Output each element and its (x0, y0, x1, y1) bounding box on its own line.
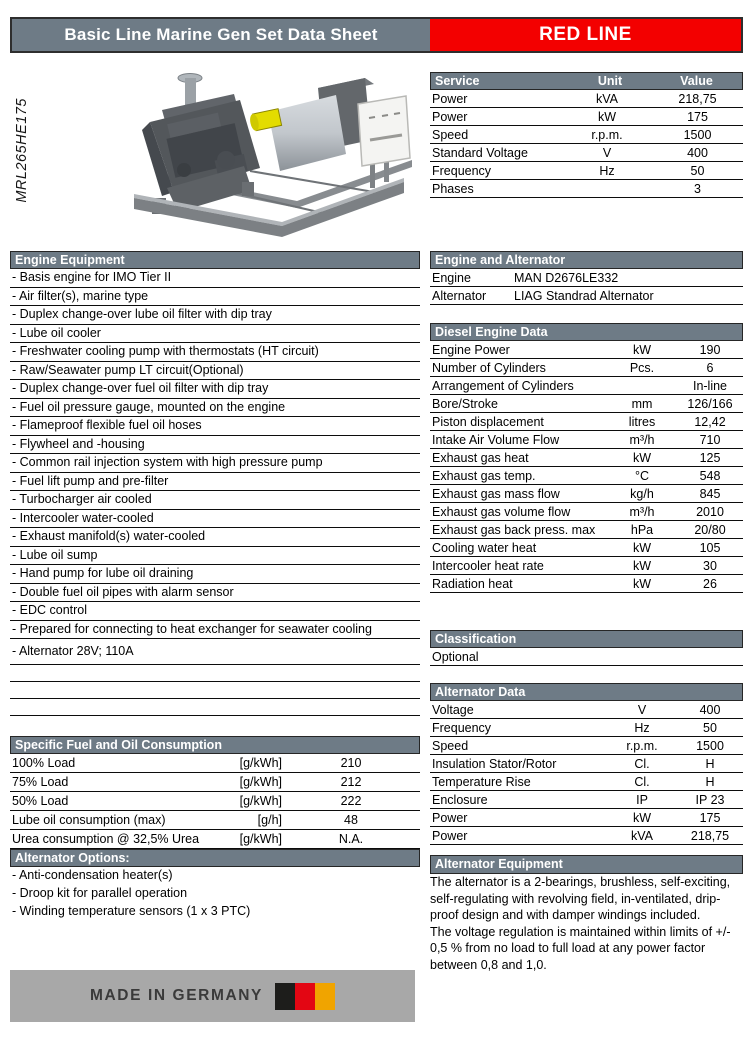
left-column (10, 53, 420, 1022)
table-row (430, 755, 743, 773)
row-label: 75% Load (12, 775, 69, 789)
row-value: 6 (706, 360, 714, 375)
equipment-item: - Lube oil cooler (10, 325, 420, 344)
section-title: Engine Equipment (15, 253, 125, 267)
row-unit: kW (632, 342, 652, 357)
row-unit: Hz (634, 720, 650, 735)
equipment-item: - Intercooler water-cooled (10, 510, 420, 529)
row-unit: kW (597, 109, 617, 124)
col-header-unit: Unit (597, 74, 623, 88)
fuel-consumption-table (10, 754, 420, 849)
row-label: Speed (432, 127, 469, 142)
row-value: IP 23 (695, 792, 725, 807)
made-in-germany-label: MADE IN GERMANY (90, 987, 263, 1004)
service-table (430, 90, 743, 198)
row-value: In-line (692, 378, 728, 393)
col-header-service: Service (435, 74, 480, 88)
equipment-item: - Flywheel and -housing (10, 436, 420, 455)
product-image-area (10, 70, 420, 251)
row-label: Engine (432, 270, 471, 285)
row-value: 3 (694, 181, 701, 196)
alternator-options-header (10, 849, 420, 867)
equipment-item: - Basis engine for IMO Tier II (10, 269, 420, 288)
empty-row (10, 682, 420, 699)
alternator-data-table (430, 701, 743, 845)
row-label: Number of Cylinders (432, 360, 546, 375)
diesel-engine-data-table (430, 341, 743, 593)
row-value: 26 (703, 576, 717, 591)
row-label: Exhaust gas back press. max (432, 522, 596, 537)
page-title: Basic Line Marine Gen Set Data Sheet (12, 19, 430, 51)
row-value: 190 (699, 342, 721, 357)
row-unit: [g/h] (257, 813, 282, 827)
row-label: Power (432, 109, 468, 124)
table-row (430, 377, 743, 395)
table-row (430, 359, 743, 377)
classification-header (430, 630, 743, 648)
row-value: 212 (340, 775, 362, 789)
row-label: Exhaust gas temp. (432, 468, 536, 483)
table-row (430, 485, 743, 503)
section-title: Classification (435, 632, 517, 646)
row-unit: Cl. (634, 774, 650, 789)
row-value: 400 (687, 145, 708, 160)
equipment-item: - Freshwater cooling pump with thermostats (HT circuit) (10, 343, 420, 362)
row-label: Alternator (432, 288, 487, 303)
table-row (430, 557, 743, 575)
row-unit: m³/h (629, 432, 655, 447)
row-value: H (705, 774, 715, 789)
equipment-item: - Duplex change-over fuel oil filter with dip tray (10, 380, 420, 399)
table-row (10, 830, 420, 849)
table-row (10, 811, 420, 830)
row-label: Cooling water heat (432, 540, 537, 555)
row-value: 20/80 (694, 522, 726, 537)
row-label: Exhaust gas mass flow (432, 486, 560, 501)
equipment-item: - Air filter(s), marine type (10, 288, 420, 307)
row-value: 175 (699, 810, 721, 825)
table-row (430, 431, 743, 449)
alternator-equipment-text (430, 874, 743, 973)
table-row (430, 144, 743, 162)
table-row (430, 503, 743, 521)
row-label: Radiation heat (432, 576, 513, 591)
section-title: Alternator Equipment (435, 857, 563, 871)
row-unit: kW (632, 558, 652, 573)
option-item: - Droop kit for parallel operation (12, 886, 188, 900)
row-unit: V (602, 145, 612, 160)
service-table-header (430, 72, 743, 90)
section-title: Engine and Alternator (435, 253, 566, 267)
model-code-vertical: MRL265HE175 (14, 98, 30, 203)
table-row (430, 575, 743, 593)
row-label: Speed (432, 738, 469, 753)
equipment-item: - Exhaust manifold(s) water-cooled (10, 528, 420, 547)
row-label: Arrangement of Cylinders (432, 378, 574, 393)
row-label: Engine Power (432, 342, 510, 357)
table-row (430, 90, 743, 108)
classification-row (430, 648, 743, 666)
row-label: Frequency (432, 720, 492, 735)
row-value: H (705, 756, 715, 771)
row-unit: Cl. (634, 756, 650, 771)
row-label: 100% Load (12, 756, 76, 770)
row-unit: kVA (631, 828, 653, 843)
row-label: Urea consumption @ 32,5% Urea (12, 832, 200, 846)
table-row (430, 413, 743, 431)
row-unit: Hz (599, 163, 615, 178)
table-row (430, 180, 743, 198)
row-value: 845 (699, 486, 721, 501)
alternator-equipment-header (430, 855, 743, 874)
row-value: 12,42 (694, 414, 726, 429)
row-unit: kW (632, 540, 652, 555)
table-row (430, 126, 743, 144)
section-title: Alternator Options: (15, 851, 130, 865)
equipment-item-alternator: - Alternator 28V; 110A (10, 639, 420, 665)
table-row (430, 791, 743, 809)
table-row (10, 754, 420, 773)
row-value: 218,75 (678, 91, 717, 106)
row-label: Power (432, 91, 468, 106)
table-row (430, 521, 743, 539)
equipment-item: - Hand pump for lube oil draining (10, 565, 420, 584)
row-label: Power (432, 810, 468, 825)
row-unit: V (637, 702, 647, 717)
row-unit: r.p.m. (591, 127, 623, 142)
table-row (430, 809, 743, 827)
row-label: Intake Air Volume Flow (432, 432, 560, 447)
row-value: 105 (699, 540, 721, 555)
table-row (430, 341, 743, 359)
fuel-consumption-header (10, 736, 420, 754)
row-unit: kW (632, 576, 652, 591)
row-label: Piston displacement (432, 414, 544, 429)
equipment-item: - Lube oil sump (10, 547, 420, 566)
row-label: Intercooler heat rate (432, 558, 544, 573)
title-bar (10, 17, 743, 53)
row-label: Bore/Stroke (432, 396, 499, 411)
row-unit: Pcs. (629, 360, 655, 375)
table-row (10, 773, 420, 792)
row-label: Enclosure (432, 792, 488, 807)
row-label: Voltage (432, 702, 474, 717)
table-row (430, 827, 743, 845)
section-title: Specific Fuel and Oil Consumption (15, 738, 222, 752)
row-value: 30 (703, 558, 717, 573)
row-value: 126/166 (687, 396, 733, 411)
row-unit: [g/kWh] (239, 775, 282, 789)
table-row (430, 773, 743, 791)
row-unit: r.p.m. (626, 738, 658, 753)
row-unit: kVA (596, 91, 618, 106)
row-unit: IP (636, 792, 648, 807)
row-label: Insulation Stator/Rotor (432, 756, 557, 771)
row-unit: [g/kWh] (239, 832, 282, 846)
equipment-item: - Fuel lift pump and pre-filter (10, 473, 420, 492)
row-value: 125 (699, 450, 721, 465)
table-row (430, 467, 743, 485)
engine-alternator-table (430, 269, 743, 305)
table-row (430, 269, 743, 287)
genset-illustration (122, 70, 422, 250)
row-label: Frequency (432, 163, 492, 178)
table-row (430, 719, 743, 737)
row-unit: [g/kWh] (239, 756, 282, 770)
row-value: 48 (344, 813, 358, 827)
row-value: 1500 (683, 127, 712, 142)
row-label: Phases (432, 181, 474, 196)
table-row (430, 108, 743, 126)
row-label: Temperature Rise (432, 774, 531, 789)
alternator-data-header (430, 683, 743, 701)
germany-flag-icon (275, 983, 335, 1010)
row-value: 218,75 (690, 828, 730, 843)
table-row (430, 701, 743, 719)
equipment-item: - Common rail injection system with high pressure pump (10, 454, 420, 473)
row-unit: litres (628, 414, 656, 429)
engine-equipment-header (10, 251, 420, 269)
row-value: 50 (703, 720, 717, 735)
option-item: - Winding temperature sensors (1 x 3 PTC) (12, 904, 251, 918)
empty-row (10, 665, 420, 682)
engine-equipment-list (10, 269, 420, 639)
table-row (10, 792, 420, 811)
row-unit: [g/kWh] (239, 794, 282, 808)
row-label: 50% Load (12, 794, 69, 808)
table-row (430, 737, 743, 755)
row-value: 50 (690, 163, 705, 178)
table-row (430, 162, 743, 180)
row-value: 2010 (696, 504, 724, 519)
equipment-item: - EDC control (10, 602, 420, 621)
equipment-item: - Turbocharger air cooled (10, 491, 420, 510)
classification-value: Optional (432, 649, 479, 664)
made-in-germany-badge (10, 970, 415, 1022)
row-unit: mm (631, 396, 653, 411)
brand-badge: RED LINE (430, 19, 741, 51)
row-value: 400 (699, 702, 721, 717)
equipment-item: - Prepared for connecting to heat exchanger for seawater cooling (10, 621, 420, 640)
row-unit: kg/h (630, 486, 654, 501)
row-unit: kW (632, 450, 652, 465)
row-value: LIAG Standrad Alternator (514, 288, 654, 303)
col-header-value: Value (680, 74, 713, 88)
row-value: 548 (699, 468, 721, 483)
row-label: Lube oil consumption (max) (12, 813, 166, 827)
row-unit: °C (634, 468, 650, 483)
equipment-item: - Double fuel oil pipes with alarm sensor (10, 584, 420, 603)
row-value: 710 (699, 432, 721, 447)
equipment-item: - Duplex change-over lube oil filter with dip tray (10, 306, 420, 325)
row-unit: hPa (630, 522, 654, 537)
engine-alternator-header (430, 251, 743, 269)
right-column (430, 53, 743, 973)
option-item: - Anti-condensation heater(s) (12, 868, 173, 882)
row-value: 210 (340, 756, 362, 770)
row-value: 222 (340, 794, 362, 808)
table-row (430, 449, 743, 467)
diesel-engine-data-header (430, 323, 743, 341)
equipment-item: - Flameproof flexible fuel oil hoses (10, 417, 420, 436)
row-label: Exhaust gas heat (432, 450, 529, 465)
row-value: 1500 (696, 738, 724, 753)
row-label: Standard Voltage (432, 145, 528, 160)
row-label: Exhaust gas volume flow (432, 504, 571, 519)
table-row (430, 395, 743, 413)
row-value: MAN D2676LE332 (514, 270, 619, 285)
empty-row (10, 699, 420, 716)
row-unit: m³/h (629, 504, 655, 519)
section-title: Diesel Engine Data (435, 325, 548, 339)
table-row (430, 287, 743, 305)
equipment-item: - Fuel oil pressure gauge, mounted on the engine (10, 399, 420, 418)
row-value: 175 (687, 109, 708, 124)
equipment-item: - Raw/Seawater pump LT circuit(Optional) (10, 362, 420, 381)
alternator-options-list (10, 867, 420, 921)
equipment-empty-rows (10, 665, 420, 716)
row-value: N.A. (338, 832, 364, 846)
row-label: Power (432, 828, 468, 843)
row-unit: kW (632, 810, 652, 825)
section-title: Alternator Data (435, 685, 526, 699)
paragraph: The voltage regulation is maintained within limits of +/- 0,5 % from no load to full load at any power factor between 0,8 and 1,0. (430, 924, 731, 972)
table-row (430, 539, 743, 557)
paragraph: The alternator is a 2-bearings, brushless, self-exciting, self-regulating with revolving field, in-ventilated, drip-proof design and with damper windings included. (430, 875, 731, 922)
